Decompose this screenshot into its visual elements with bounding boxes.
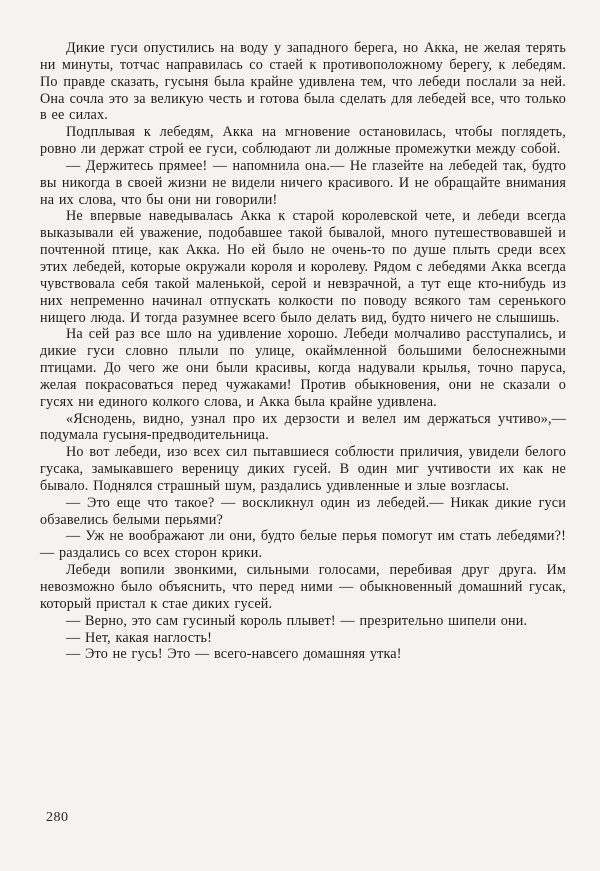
paragraph: «Яснодень, видно, узнал про их дерзости и велел им держаться учтиво»,— подумала гусыня-предводительница. <box>40 410 566 444</box>
paragraph-dialogue: — Держитесь прямее! — напомнила она.— Не глазейте на лебедей так, будто вы никогда в своей жизни не видели ничего красивого. И не обращайте внимания на их слова, что бы они ни говорили! <box>40 157 566 208</box>
paragraph-dialogue: — Нет, какая наглость! <box>66 629 213 646</box>
paragraph: Но вот лебеди, изо всех сил пытавшиеся соблюсти приличия, увидели белого гусака, замыкавшего вереницу диких гусей. В один миг учтивости их как не бывало. Поднялся страшный шум, раздались удивленные и злые возгласы. <box>40 444 566 494</box>
text-block <box>40 40 566 663</box>
page-number: 280 <box>46 810 69 825</box>
paragraph: Лебеди вопили звонкими, сильными голосами, перебивая друг друга. Им невозможно было объяснить, что перед ними — обыкновенный домашний гусак, который пристал к стае диких гусей. <box>40 562 566 612</box>
paragraph: Подплывая к лебедям, Акка на мгновение остановилась, чтобы поглядеть, ровно ли держат строй ее гуси, соблюдают ли должные промежутки между собой. <box>40 124 566 158</box>
paragraph: На сей раз все шло на удивление хорошо. Лебеди молчаливо расступались, и дикие гуси словно плыли по улице, окаймленной большими белоснежными птицами. До чего же они были красивы, когда надували крылья, точно паруса, желая покрасоваться перед чужаками! Против обыкновения, они не сказали о гусях ни единого колкого слова, и Акка была крайне удивлена. <box>40 326 566 410</box>
paragraph: Не впервые наведывалась Акка к старой королевской чете, и лебеди всегда выказывали ей уважение, подобавшее такой бывалой, много путешествовавшей и почтенной птице, как Акка. Но ей было не очень-то по душе плыть среди всех этих лебедей, которые окружали короля и королеву. Рядом с лебедями Акка всегда чувствовала себя такой маленькой, серой и невзрачной, а тут еще кто-нибудь из них непременно начинал отпускать колкости по поводу всякого там серенького нищего люда. И тогда разумнее всего было делать вид, будто ничего не слышишь. <box>40 208 566 326</box>
paragraph-dialogue: — Это не гусь! Это — всего-навсего домашняя утка! <box>66 646 402 663</box>
paragraph: Дикие гуси опустились на воду у западного берега, но Акка, не желая терять ни минуты, тотчас направилась со стаей к противоположному берегу, к лебедям. По правде сказать, гусыня была крайне удивлена тем, что лебеди послали за ней. Она сочла это за великую честь и готова была сделать для лебедей все, что только в ее силах. <box>40 40 566 124</box>
paragraph-dialogue: — Уж не воображают ли они, будто белые перья помогут им стать лебедями?! — раздались со всех сторон крики. <box>40 528 566 562</box>
paragraph-dialogue: — Это еще что такое? — воскликнул один из лебедей.— Никак дикие гуси обзавелись белыми перьями? <box>40 494 566 528</box>
paragraph-dialogue: — Верно, это сам гусиный король плывет! — презрительно шипели они. <box>66 612 528 629</box>
